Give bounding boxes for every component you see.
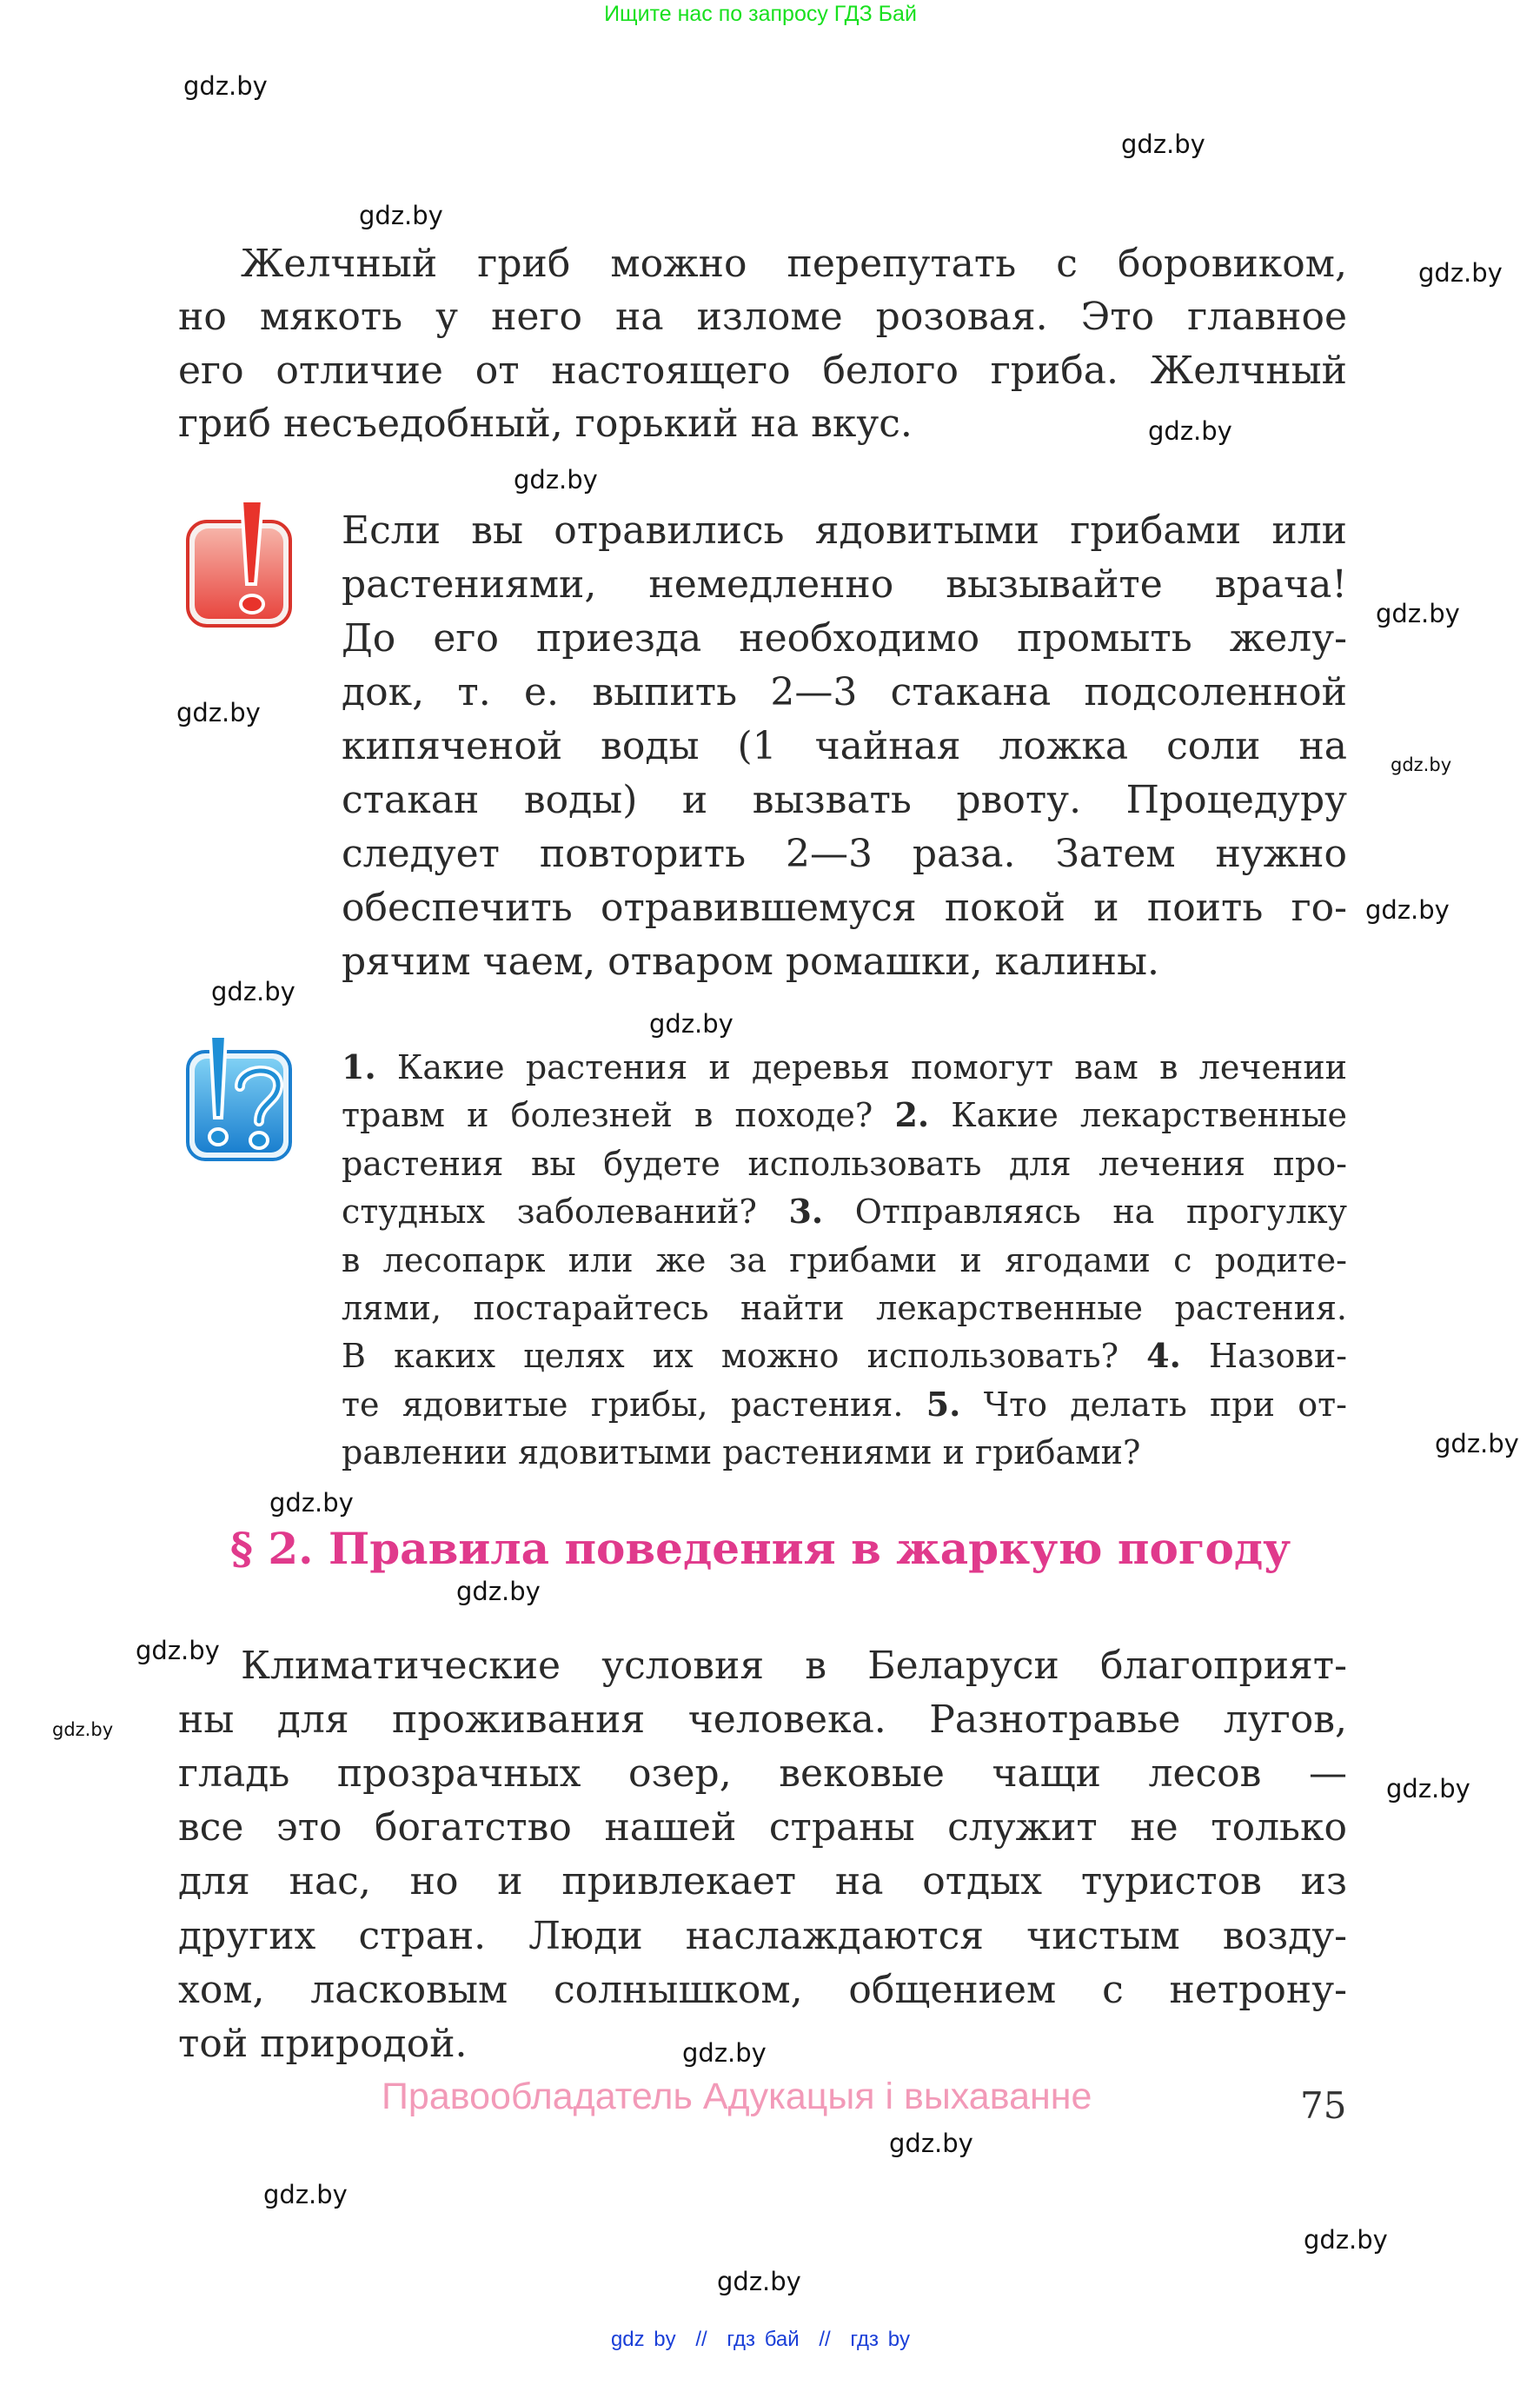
- watermark: gdz.by: [136, 1636, 220, 1665]
- question-text: В каких целях их можно использовать?: [342, 1337, 1147, 1376]
- paragraph-line: все это богатство нашей страны служит не только: [178, 1805, 1347, 1850]
- watermark: gdz.by: [1148, 416, 1232, 446]
- watermark: gdz.by: [263, 2180, 348, 2209]
- question-text: равлении ядовитыми растениями и грибами?: [342, 1433, 1141, 1472]
- watermark: gdz.by: [1386, 1774, 1470, 1804]
- question-text: студных заболеваний?: [342, 1192, 789, 1232]
- watermark: gdz.by: [176, 698, 261, 727]
- search-banner: Ищите нас по запросу ГДЗ Бай: [604, 2, 917, 26]
- question-text: растения вы будете использовать для лечения про-: [342, 1144, 1347, 1183]
- warning-line: Если вы отравились ядовитыми грибами или: [342, 508, 1347, 553]
- paragraph-line: Климатические условия в Беларуси благоприят-: [241, 1643, 1347, 1688]
- question-text: Отправляясь на прогулку: [823, 1192, 1347, 1232]
- link-gdz-by[interactable]: gdz by: [610, 2328, 676, 2351]
- question-line: [342, 1192, 1347, 1232]
- question-text: Что делать при от-: [960, 1385, 1348, 1424]
- paragraph-line: Желчный гриб можно перепутать с боровиком,: [241, 241, 1347, 286]
- question-number: 5.: [926, 1384, 961, 1424]
- bottom-links: [0, 2328, 1521, 2352]
- question-line: [342, 1432, 1347, 1472]
- warning-line: обеспечить отравившемуся покой и поить го-: [342, 885, 1347, 930]
- section-heading: § 2. Правила поведения в жаркую погоду: [229, 1523, 1291, 1574]
- watermark: gdz.by: [1304, 2225, 1388, 2255]
- watermark: gdz.by: [889, 2129, 973, 2158]
- watermark: gdz.by: [514, 465, 598, 495]
- paragraph-line: ны для проживания человека. Разнотравье лугов,: [178, 1697, 1347, 1742]
- watermark: gdz.by: [359, 201, 443, 230]
- watermark: gdz.by: [269, 1488, 354, 1518]
- warning-line: следует повторить 2—3 раза. Затем нужно: [342, 831, 1347, 876]
- watermark: gdz.by: [52, 1719, 114, 1740]
- warning-line: стакан воды) и вызвать рвоту. Процедуру: [342, 777, 1347, 822]
- question-line: [342, 1047, 1347, 1087]
- question-number: 3.: [788, 1192, 824, 1232]
- watermark: gdz.by: [1418, 258, 1503, 288]
- paragraph-line: гриб несъедобный, горький на вкус.: [178, 402, 913, 447]
- question-text: те ядовитые грибы, растения.: [342, 1385, 926, 1424]
- copyright-notice: Правообладатель Адукацыя і выхаванне: [382, 2076, 1092, 2117]
- question-number: 4.: [1146, 1336, 1181, 1376]
- link-gdz-bai[interactable]: гдз бай: [727, 2328, 800, 2351]
- watermark: gdz.by: [1365, 895, 1450, 925]
- warning-line: растениями, немедленно вызывайте врача!: [342, 561, 1347, 607]
- paragraph-line: но мякоть у него на изломе розовая. Это главное: [178, 295, 1347, 340]
- watermark: gdz.by: [1121, 130, 1205, 159]
- watermark: gdz.by: [456, 1577, 541, 1606]
- warning-line: рячим чаем, отваром ромашки, калины.: [342, 939, 1159, 984]
- watermark: gdz.by: [649, 1009, 733, 1039]
- question-line: [342, 1240, 1347, 1280]
- separator: //: [819, 2328, 831, 2351]
- watermark: gdz.by: [1376, 599, 1460, 628]
- question-number: 2.: [894, 1095, 930, 1135]
- paragraph-line: той природой.: [178, 2021, 468, 2066]
- question-line: [342, 1336, 1347, 1376]
- question-exclamation-icon: [183, 1033, 295, 1163]
- question-text: Назови-: [1180, 1337, 1347, 1376]
- watermark: gdz.by: [211, 977, 295, 1006]
- warning-line: До его приезда необходимо промыть желу-: [342, 615, 1347, 661]
- question-line: [342, 1144, 1347, 1184]
- watermark: gdz.by: [183, 71, 268, 101]
- watermark: gdz.by: [1391, 754, 1452, 775]
- watermark: gdz.by: [1435, 1429, 1519, 1458]
- exclamation-icon: [183, 497, 295, 632]
- paragraph-line: гладь прозрачных озер, вековые чащи лесов —: [178, 1751, 1347, 1796]
- question-text: Какие растения и деревья помогут вам в лечении: [375, 1048, 1347, 1086]
- watermark: gdz.by: [717, 2267, 801, 2296]
- warning-line: док, т. е. выпить 2—3 стакана подсоленной: [342, 669, 1347, 714]
- question-number: 1.: [342, 1047, 376, 1086]
- paragraph-line: для нас, но и привлекает на отдых туристов из: [178, 1859, 1347, 1904]
- link-gdz-by-2[interactable]: гдз by: [850, 2328, 911, 2351]
- question-line: [342, 1385, 1347, 1425]
- question-text: лями, постарайтесь найти лекарственные растения.: [342, 1289, 1347, 1327]
- paragraph-line: других стран. Люди наслаждаются чистым возду-: [178, 1913, 1347, 1958]
- question-text: Какие лекарственные: [929, 1096, 1347, 1135]
- question-line: [342, 1095, 1347, 1135]
- question-text: в лесопарк или же за грибами и ягодами с родите-: [342, 1240, 1347, 1279]
- separator: //: [695, 2328, 707, 2351]
- question-line: [342, 1288, 1347, 1328]
- page-number: 75: [1300, 2084, 1347, 2127]
- question-text: травм и болезней в походе?: [342, 1096, 895, 1135]
- warning-line: кипяченой воды (1 чайная ложка соли на: [342, 723, 1347, 768]
- paragraph-line: его отличие от настоящего белого гриба. Желчный: [178, 348, 1347, 393]
- watermark: gdz.by: [682, 2038, 767, 2068]
- paragraph-line: хом, ласковым солнышком, общением с нетрону-: [178, 1967, 1347, 2012]
